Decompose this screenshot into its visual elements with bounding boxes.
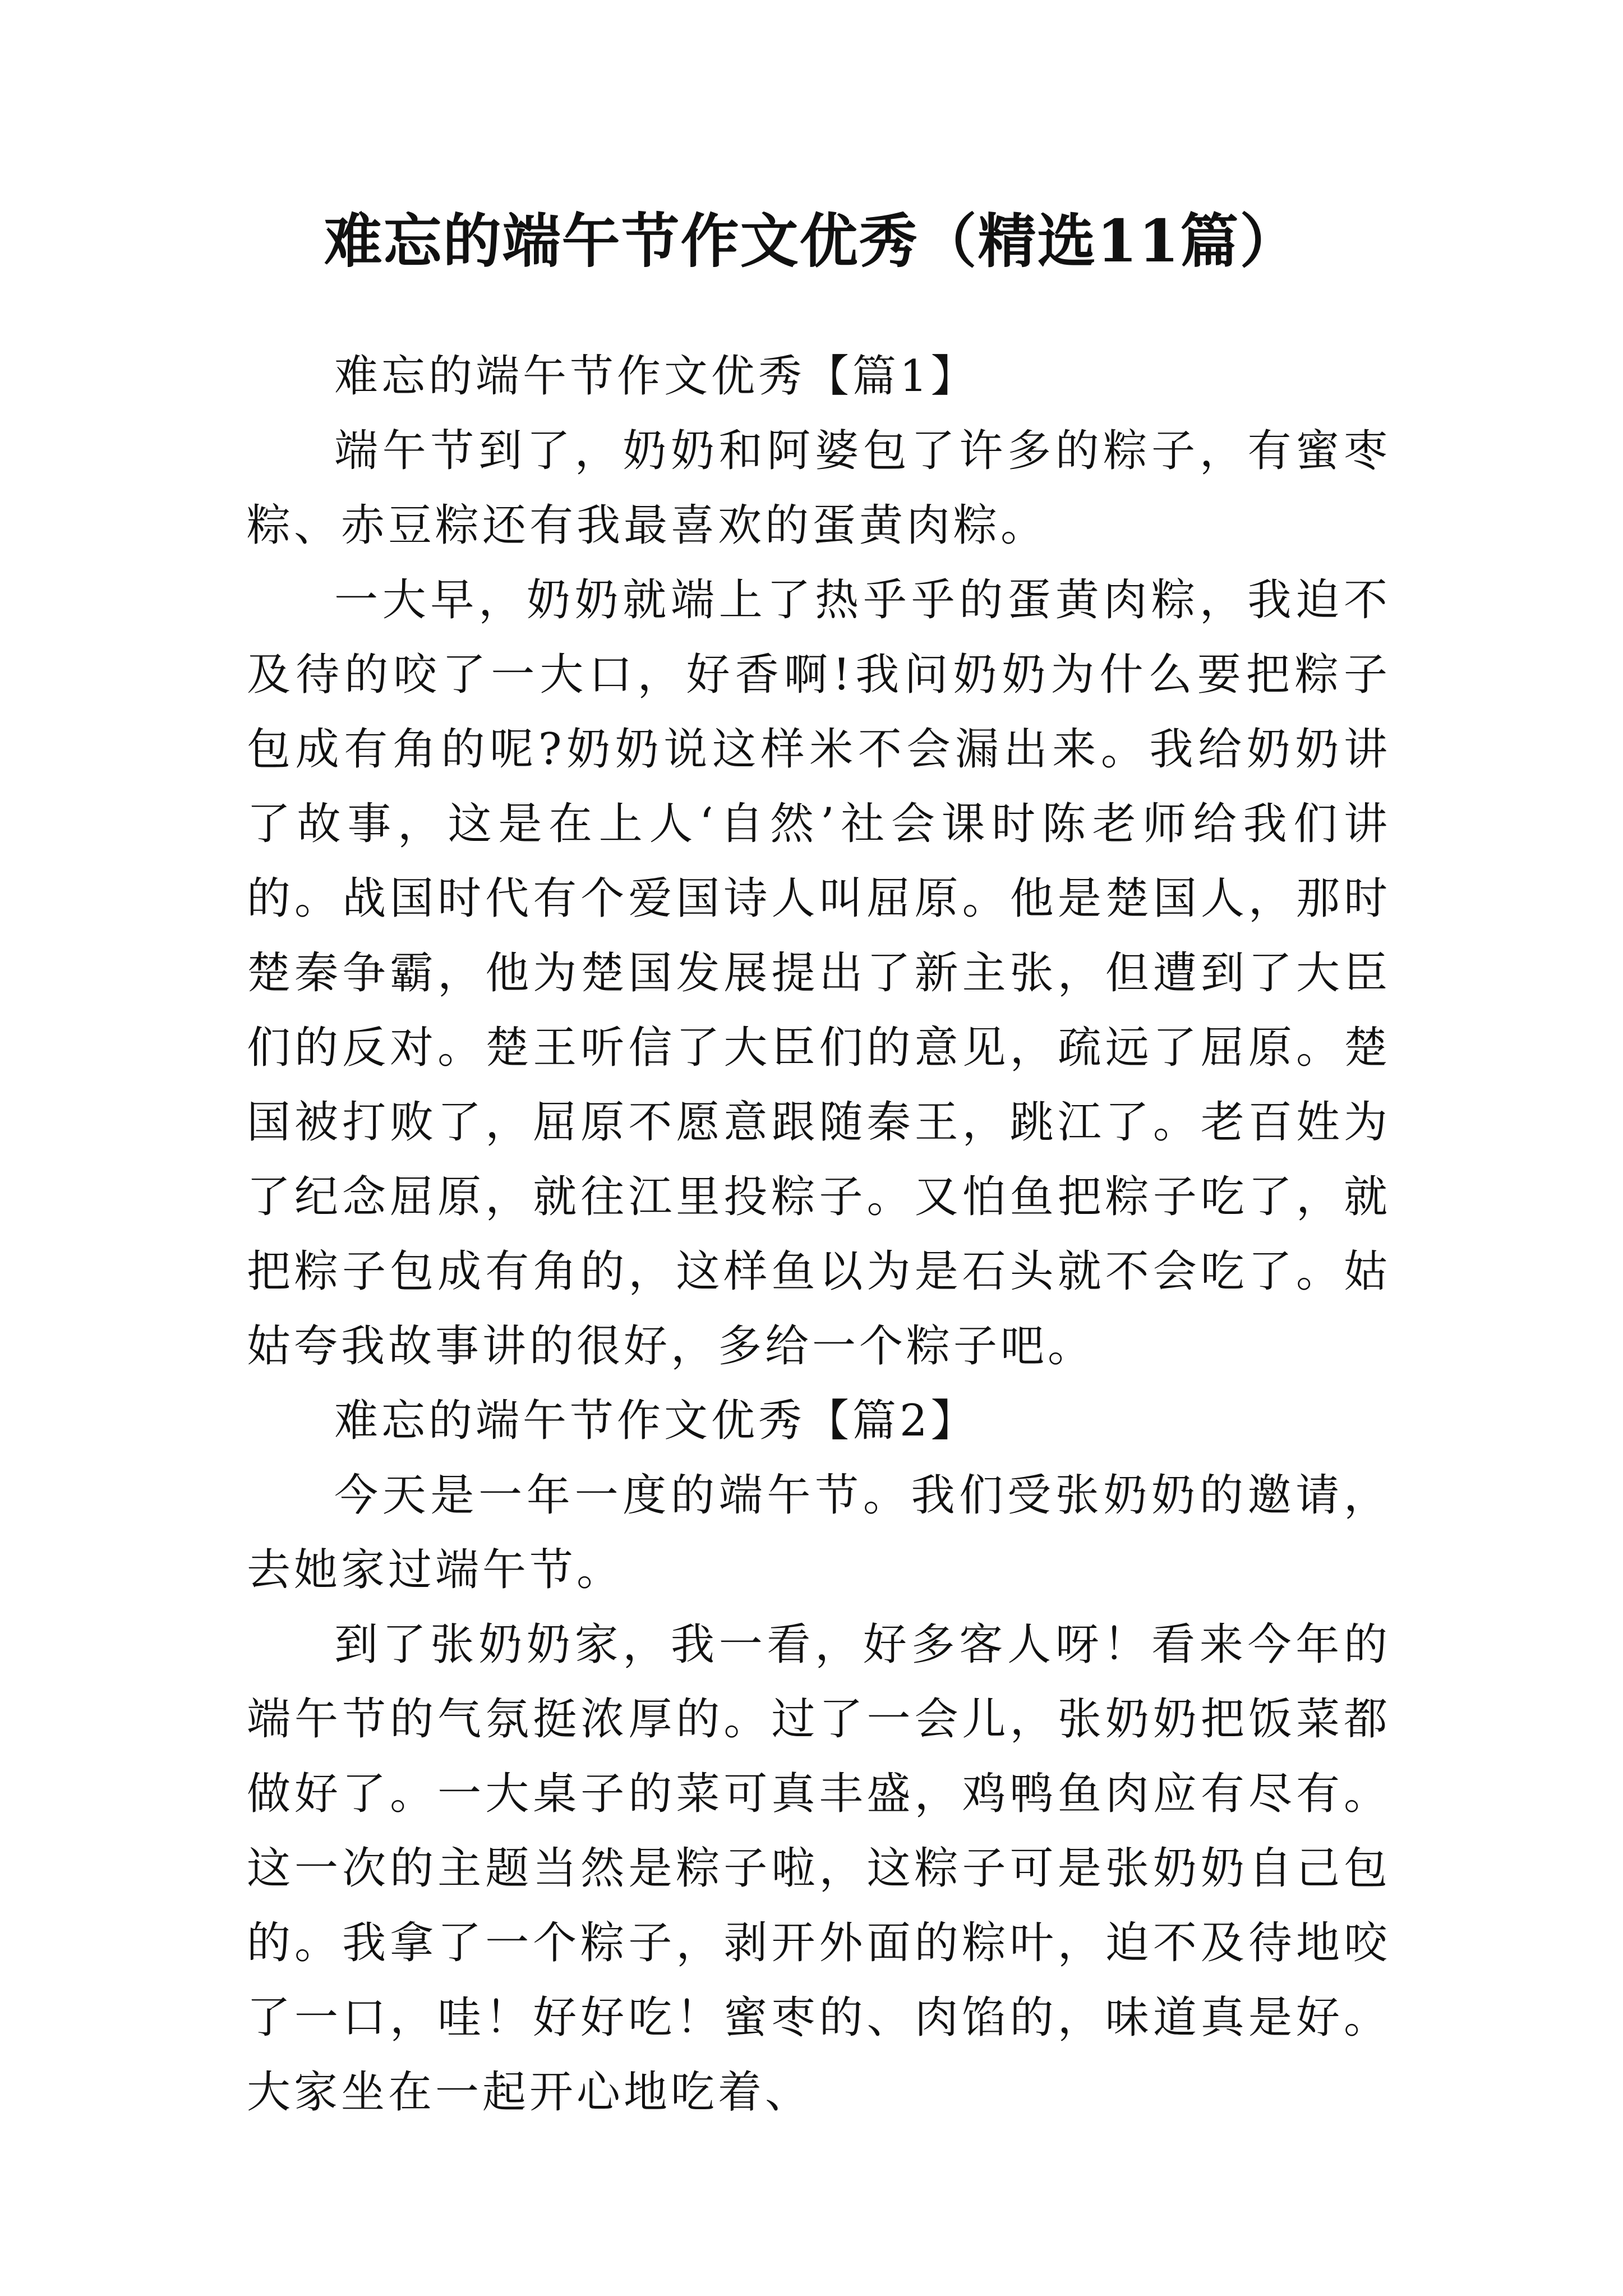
paragraph: 一大早，奶奶就端上了热乎乎的蛋黄肉粽，我迫不及待的咬了一大口，好香啊!我问奶奶为什么要把粽子包成有角的呢?奶奶说这样米不会漏出来。我给奶奶讲了故事，这是在上人‘自然’社会课时陈老师给我们讲的。战国时代有个爱国诗人叫屈原。他是楚国人，那时楚秦争霸，他为楚国发展提出了新主张，但遭到了大臣们的反对。楚王听信了大臣们的意见，疏远了屈原。楚国被打败了，屈原不愿意跟随秦王，跳江了。老百姓为了纪念屈原，就往江里投粽子。又怕鱼把粽子吃了，就把粽子包成有角的，这样鱼以为是石头就不会吃了。姑姑夸我故事讲的很好，多给一个粽子吧。 (247, 575, 1391, 1372)
section-1 (247, 339, 1391, 1384)
section-heading: 难忘的端午节作文优秀【篇1】 (334, 351, 978, 402)
paragraph: 今天是一年一度的端午节。我们受张奶奶的邀请，去她家过端午节。 (247, 1470, 1391, 1595)
document-title: 难忘的端午节作文优秀（精选11篇） (324, 206, 1299, 275)
document-body (247, 339, 1391, 2130)
paragraph: 端午节到了，奶奶和阿婆包了许多的粽子，有蜜枣粽、赤豆粽还有我最喜欢的蛋黄肉粽。 (247, 426, 1391, 551)
paragraph: 到了张奶奶家，我一看，好多客人呀！看来今年的端午节的气氛挺浓厚的。过了一会儿，张奶奶把饭菜都做好了。一大桌子的菜可真丰盛，鸡鸭鱼肉应有尽有。这一次的主题当然是粽子啦，这粽子可是张奶奶自己包的。我拿了一个粽子，剥开外面的粽叶，迫不及待地咬了一口，哇！好好吃！蜜枣的、肉馅的，味道真是好。大家坐在一起开心地吃着、 (247, 1619, 1391, 2118)
section-heading: 难忘的端午节作文优秀【篇2】 (334, 1396, 978, 1446)
section-2 (247, 1384, 1391, 2130)
